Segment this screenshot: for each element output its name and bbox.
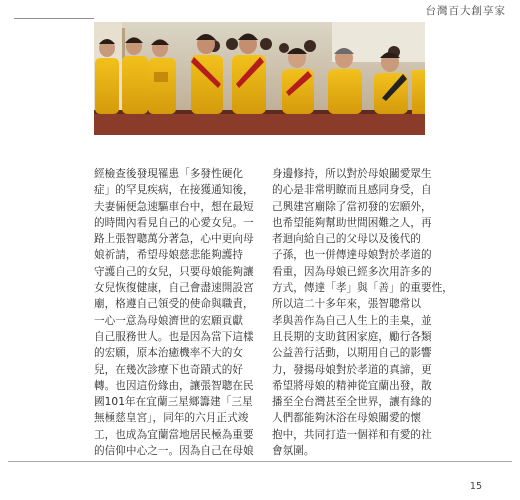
text-line: 女兒恢復健康，自己會盡速開設宮 [94,282,254,295]
text-line: 者迴向給自己的父母以及後代的 [272,233,422,246]
text-line: 兒，在幾次診療下也奇蹟式的好 [94,363,244,376]
article-column-right [272,166,453,459]
text-line: 也希望能夠幫助世間困難之人，再 [272,216,432,229]
text-line: 希望將母娘的精神從宜蘭出發，散 [272,379,432,392]
text-line: 且長期的支助貧困家庭，勵行各類 [272,330,432,343]
text-line: 所以這二十多年來，張智聰常以 [272,298,422,311]
ceremony-photo [94,22,425,135]
text-line: 會氛圍。 [272,445,315,458]
footer-rule [8,461,512,462]
text-line: 方式，傳達「孝」與「善」的重要性， [272,282,453,295]
text-line: 廟，格遵自己領受的使命與職責， [94,298,254,311]
text-line: 轉。也因這份緣由，讓張智聰在民 [94,379,254,392]
text-line: 孝與善作為自己人生上的圭臬，並 [272,314,432,327]
text-line: 抱中，共同打造一個祥和有愛的社 [272,428,432,441]
text-line: 子孫，也一併傳達母娘對於孝道的 [272,249,432,262]
page-number: 15 [469,481,482,492]
text-line: 力，發揚母娘對於孝道的真諦，更 [272,363,432,376]
text-line: 工，也成為宜蘭當地居民極為重要 [94,428,254,441]
text-line: 的宏願，原本治癒機率不大的女 [94,347,244,360]
text-line: 路上張智聰萬分著急，心中更向母 [94,233,254,246]
text-line: 身邊修持，所以對於母娘關愛眾生 [272,168,432,180]
publication-title: 台灣百大創享家 [425,5,506,17]
header-rule [14,18,94,19]
text-line: 的心是非常明瞭而且感同身受，自 [272,184,432,197]
text-line: 己興建宮廟除了當初發的宏願外， [272,200,432,213]
text-line: 的信仰中心之一。因為自己在母娘 [94,445,254,458]
text-line: 守護自己的女兒，只要母娘能夠讓 [94,265,254,278]
text-line: 看重，因為母娘已經多次用許多的 [272,265,432,278]
text-line: 的時間內看見自己的心愛女兒。一 [94,216,254,229]
text-line: 娘祈請，希望母娘慈悲能夠護持 [94,249,244,262]
text-line: 自己服務世人。也是因為當下這樣 [94,330,254,343]
text-line: 國101年在宜蘭三星鄉籌建「三星 [94,396,253,409]
text-line: 公益善行活動，以期用自己的影響 [272,347,432,360]
text-line: 一心一意為母娘濟世的宏願貢獻 [94,314,244,327]
text-line: 無極慈皇宮」，同年的六月正式竣 [94,412,249,425]
text-line: 人們都能夠沐浴在母娘關愛的懷 [272,412,422,425]
article-column-left [94,166,254,459]
text-line: 症」的罕見疾病，在接獲通知後， [94,184,254,197]
text-line: 經檢查後發現罹患「多發性硬化 [94,168,244,180]
text-line: 夫妻倆便急速驅車台中，想在最短 [94,200,254,213]
text-line: 播至全台灣甚至全世界，讓有緣的 [272,396,432,409]
